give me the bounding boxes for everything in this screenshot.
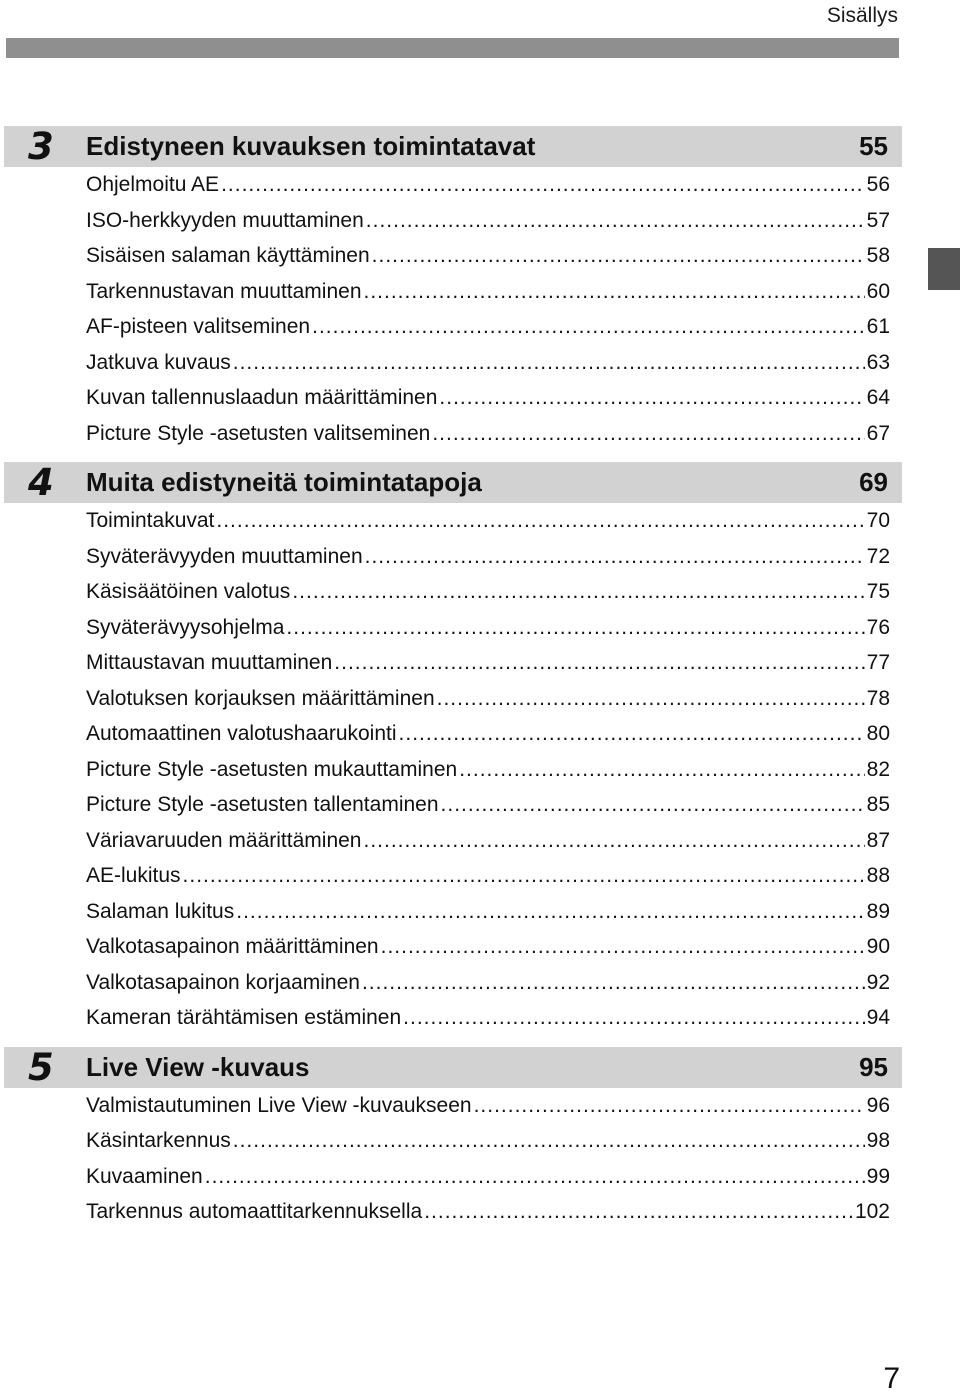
toc-entry-label: ISO-herkkyyden muuttaminen (86, 208, 364, 232)
dot-leader (399, 716, 865, 752)
chapter-entries (0, 503, 960, 1036)
toc-entry-label: Tarkennus automaattitarkennuksella (86, 1200, 423, 1223)
toc-entry[interactable] (86, 238, 890, 274)
toc-entry-page: 99 (866, 1164, 890, 1188)
toc-entry-label: Toimintakuvat (86, 509, 215, 532)
toc-entry[interactable] (86, 858, 890, 894)
toc-entry-page: 90 (866, 935, 890, 958)
toc-entry[interactable] (86, 416, 890, 452)
toc-entry-label: Valkotasapainon määrittäminen (86, 935, 379, 958)
toc-entry-label: Valkotasapainon korjaaminen (86, 970, 360, 994)
toc-entry-label: Picture Style -asetusten tallentaminen (86, 793, 439, 816)
toc-entry-label: Kuvan tallennuslaadun määrittäminen (86, 386, 438, 409)
toc-entry-page: 89 (866, 899, 890, 923)
toc-entry-label: Picture Style -asetusten mukauttaminen (86, 757, 458, 781)
toc-entry-page: 67 (866, 421, 890, 445)
toc-entry-page: 61 (866, 315, 890, 338)
dot-leader (286, 610, 864, 646)
toc-entry-page: 63 (866, 350, 890, 374)
toc-entry-label: Mittaustavan muuttaminen (86, 651, 333, 674)
toc-entry[interactable] (86, 1088, 890, 1124)
dot-leader (216, 503, 864, 539)
page-number: 7 (883, 1362, 900, 1395)
toc-entry-label: Kameran tärähtämisen estäminen (86, 1006, 402, 1029)
dot-leader (372, 238, 865, 274)
toc-entry[interactable] (86, 681, 890, 717)
dot-leader (439, 380, 864, 416)
chapter-title: Muita edistyneitä toimintatapoja (86, 467, 482, 497)
toc-entry-page: 102 (854, 1200, 890, 1223)
toc-entry-page: 57 (866, 208, 890, 232)
toc-entry[interactable] (86, 345, 890, 381)
toc-entry[interactable] (86, 574, 890, 610)
dot-leader (366, 203, 865, 239)
toc-entry[interactable] (86, 1123, 890, 1159)
toc-entry-page: 87 (866, 828, 890, 852)
toc-entry-page: 82 (866, 757, 890, 781)
toc-entry[interactable] (86, 894, 890, 930)
toc-entry-page: 76 (866, 615, 890, 639)
dot-leader (441, 787, 865, 823)
toc-entry[interactable] (86, 203, 890, 239)
chapter-title: Edistyneen kuvauksen toimintatavat (86, 131, 536, 161)
dot-leader (362, 965, 865, 1001)
toc-entry-label: Jatkuva kuvaus (86, 350, 231, 374)
dot-leader (292, 574, 864, 610)
chapter-entries (0, 167, 960, 451)
toc-entry[interactable] (86, 645, 890, 681)
toc-entry-page: 80 (866, 722, 890, 745)
toc-entry[interactable] (86, 965, 890, 1001)
table-of-contents (0, 126, 960, 1230)
toc-entry-label: Valmistautuminen Live View -kuvaukseen (86, 1093, 472, 1117)
toc-entry[interactable] (86, 929, 890, 965)
toc-entry-label: Sisäisen salaman käyttäminen (86, 244, 370, 267)
toc-entry-label: Valotuksen korjauksen määrittäminen (86, 686, 435, 710)
dot-leader (205, 1159, 865, 1195)
toc-entry[interactable] (86, 1159, 890, 1195)
toc-entry[interactable] (86, 752, 890, 788)
chapter-title: Live View -kuvaus (86, 1051, 310, 1082)
dot-leader (221, 167, 865, 203)
chapter-entries (0, 1088, 960, 1230)
dot-leader (403, 1000, 864, 1036)
toc-entry-label: Syväterävyyden muuttaminen (86, 544, 363, 568)
toc-entry[interactable] (86, 1194, 890, 1230)
toc-entry-page: 96 (866, 1093, 890, 1117)
toc-entry-label: Tarkennustavan muuttaminen (86, 279, 362, 303)
chapter-heading[interactable] (4, 462, 902, 503)
chapter-number: 4 (28, 461, 54, 504)
toc-entry-page: 64 (866, 386, 890, 409)
toc-entry-label: Käsintarkennus (86, 1129, 231, 1152)
toc-entry-label: Salaman lukitus (86, 899, 235, 923)
toc-entry[interactable] (86, 380, 890, 416)
dot-leader (363, 823, 864, 859)
toc-entry-label: Picture Style -asetusten valitseminen (86, 421, 431, 445)
toc-entry[interactable] (86, 787, 890, 823)
chapter-page-number: 55 (859, 131, 888, 161)
toc-entry[interactable] (86, 823, 890, 859)
chapter-4 (0, 462, 960, 1036)
toc-entry-page: 60 (866, 279, 890, 303)
dot-leader (381, 929, 865, 965)
toc-entry-page: 92 (866, 970, 890, 994)
toc-entry-page: 56 (866, 173, 890, 196)
toc-entry-page: 85 (866, 793, 890, 816)
toc-entry-page: 98 (866, 1129, 890, 1152)
dot-leader (236, 894, 864, 930)
chapter-number: 5 (28, 1045, 54, 1089)
chapter-number: 3 (28, 125, 54, 168)
chapter-heading[interactable] (4, 1047, 902, 1088)
toc-entry[interactable] (86, 539, 890, 575)
toc-entry-page: 72 (866, 544, 890, 568)
page-header-title: Sisällys (826, 4, 898, 27)
toc-entry[interactable] (86, 503, 890, 539)
toc-entry[interactable] (86, 610, 890, 646)
toc-entry-page: 78 (866, 686, 890, 710)
toc-entry-page: 75 (866, 580, 890, 603)
dot-leader (334, 645, 864, 681)
toc-entry[interactable] (86, 716, 890, 752)
dot-leader (312, 309, 865, 345)
toc-entry-page: 70 (866, 509, 890, 532)
toc-entry[interactable] (86, 167, 890, 203)
dot-leader (233, 345, 865, 381)
chapter-heading[interactable] (4, 126, 902, 167)
dot-leader (474, 1088, 865, 1124)
dot-leader (459, 752, 864, 788)
header-rule (6, 38, 899, 58)
chapter-5 (0, 1047, 960, 1230)
chapter-page-number: 95 (859, 1051, 888, 1082)
toc-entry-page: 58 (866, 244, 890, 267)
toc-entry-label: AE-lukitus (86, 864, 181, 887)
dot-leader (183, 858, 865, 894)
toc-entry-label: Käsisäätöinen valotus (86, 580, 291, 603)
toc-entry-page: 94 (866, 1006, 890, 1029)
dot-leader (424, 1194, 853, 1230)
dot-leader (364, 274, 865, 310)
toc-entry-page: 88 (866, 864, 890, 887)
dot-leader (432, 416, 864, 452)
toc-entry[interactable] (86, 274, 890, 310)
toc-entry[interactable] (86, 309, 890, 345)
dot-leader (437, 681, 865, 717)
dot-leader (365, 539, 865, 575)
toc-entry-page: 77 (866, 651, 890, 674)
toc-entry-label: Syväterävyysohjelma (86, 615, 285, 639)
chapter-3 (0, 126, 960, 451)
toc-entry-label: Kuvaaminen (86, 1164, 203, 1188)
toc-entry[interactable] (86, 1000, 890, 1036)
toc-entry-label: AF-pisteen valitseminen (86, 315, 311, 338)
chapter-page-number: 69 (859, 467, 888, 497)
toc-entry-label: Automaattinen valotushaarukointi (86, 722, 397, 745)
toc-entry-label: Väriavaruuden määrittäminen (86, 828, 362, 852)
dot-leader (233, 1123, 865, 1159)
toc-entry-label: Ohjelmoitu AE (86, 173, 220, 196)
